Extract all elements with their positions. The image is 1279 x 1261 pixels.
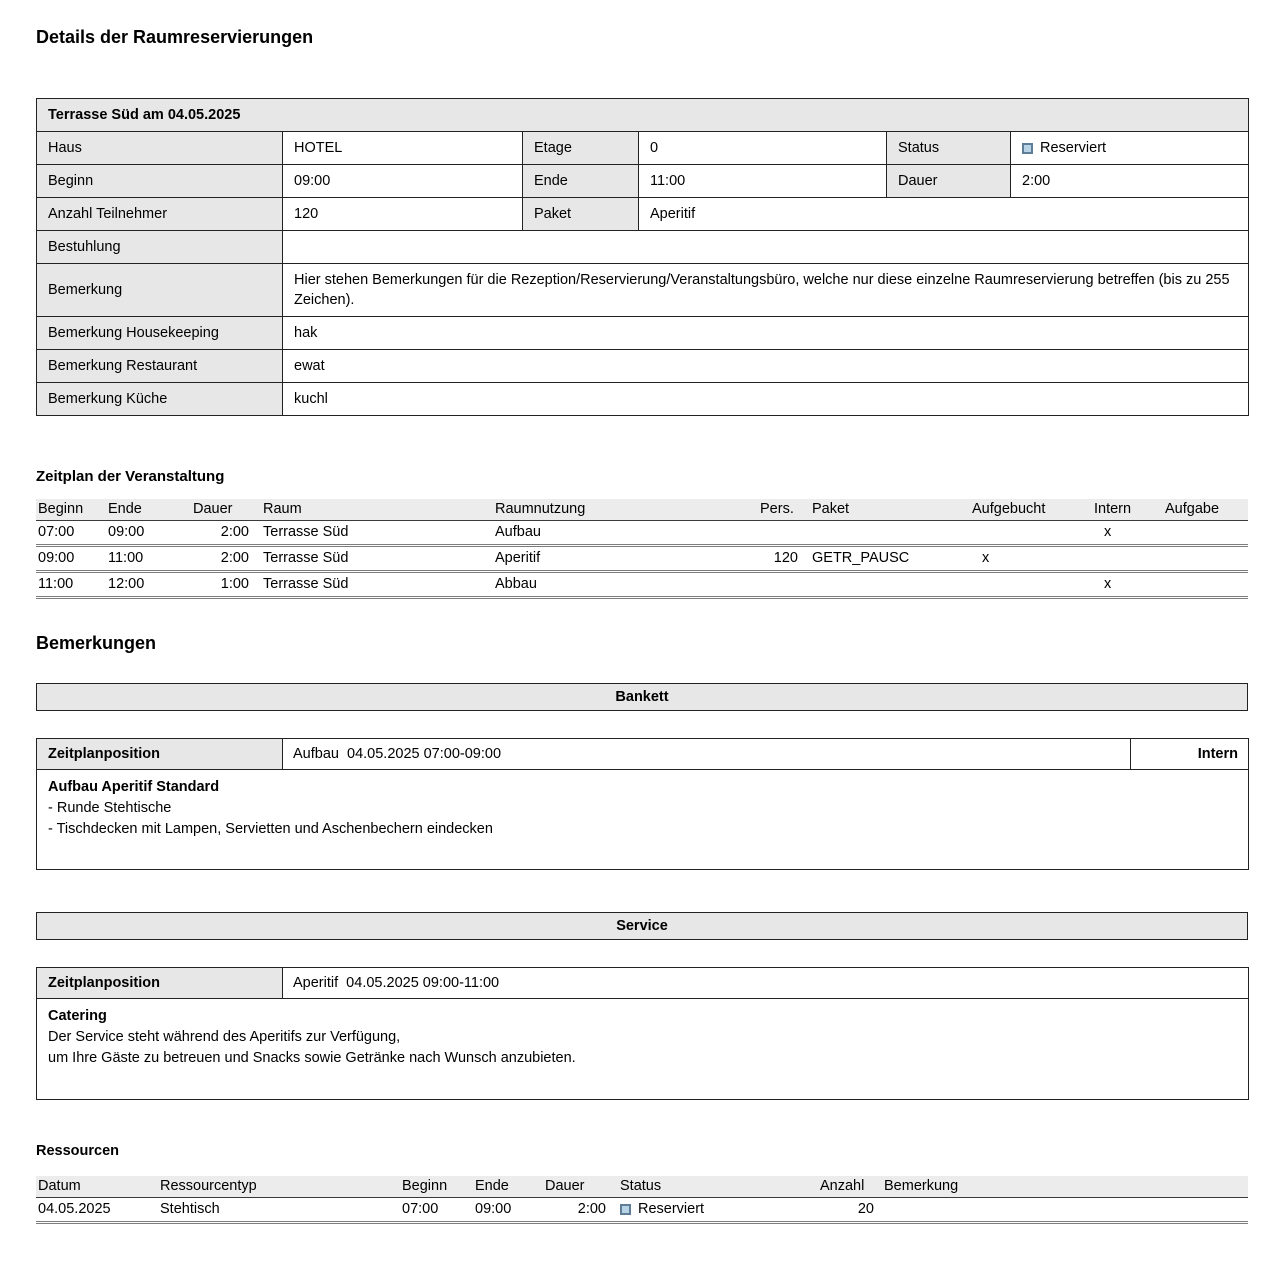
zeitplan-row [36, 521, 1248, 546]
bemerkung-kueche-label: Bemerkung Küche [37, 383, 283, 416]
bemerkung-value: Hier stehen Bemerkungen für die Rezeption/Reservierung/Veranstaltungsbüro, welche nur diese einzelne Raumreservierung betreffen (bis zu 255 Zeichen). [283, 264, 1249, 317]
note-line: um Ihre Gäste zu betreuen und Snacks sowie Getränke nach Wunsch anzubieten. [48, 1050, 576, 1066]
bemerkung-restaurant-label: Bemerkung Restaurant [37, 350, 283, 383]
teilnehmer-value: 120 [283, 198, 523, 231]
cell-beginn: 07:00 [400, 1198, 473, 1223]
zeitplan-heading: Zeitplan der Veranstaltung [36, 468, 225, 485]
table-row [37, 198, 1249, 231]
col-raum: Raum [251, 499, 493, 521]
bemerkung-restaurant-value: ewat [283, 350, 1249, 383]
cell-raum: Terrasse Süd [251, 572, 493, 598]
cell-status [608, 1198, 818, 1223]
cell-bemerkung [876, 1198, 1248, 1223]
col-ressourcentyp: Ressourcentyp [158, 1176, 400, 1198]
col-paket: Paket [800, 499, 970, 521]
cell-beginn: 11:00 [36, 572, 106, 598]
bemerkung-housekeeping-label: Bemerkung Housekeeping [37, 317, 283, 350]
table-row [37, 132, 1249, 165]
cell-intern: x [1092, 521, 1163, 546]
bankett-note-table [36, 738, 1249, 870]
department-bar-service: Service [36, 912, 1248, 940]
cell-anzahl: 20 [818, 1198, 876, 1223]
reservation-details-table [36, 98, 1249, 416]
cell-raumnutzung: Abbau [493, 572, 758, 598]
cell-beginn: 09:00 [36, 546, 106, 572]
note-title: Aufbau Aperitif Standard [48, 779, 220, 795]
zeitplanposition-row [37, 968, 1249, 999]
dauer-value: 2:00 [1011, 165, 1249, 198]
status-label: Status [887, 132, 1011, 165]
cell-intern: x [1092, 572, 1163, 598]
cell-ende: 11:00 [106, 546, 191, 572]
zeitplanposition-value: Aperitif 04.05.2025 09:00-11:00 [283, 968, 1249, 999]
col-dauer: Dauer [191, 499, 251, 521]
cell-paket [800, 521, 970, 546]
table-row [37, 383, 1249, 416]
intern-flag-label: Intern [1131, 739, 1249, 770]
col-beginn: Beginn [400, 1176, 473, 1198]
cell-aufgabe [1163, 546, 1248, 572]
col-datum: Datum [36, 1176, 158, 1198]
page-title: Details der Raumreservierungen [36, 27, 314, 47]
cell-aufgebucht [970, 572, 1092, 598]
paket-value: Aperitif [639, 198, 1249, 231]
bemerkungen-heading: Bemerkungen [36, 633, 157, 653]
cell-ende: 09:00 [473, 1198, 543, 1223]
cell-aufgebucht: x [970, 546, 1092, 572]
ressourcen-row [36, 1198, 1248, 1223]
status-value [1011, 132, 1249, 165]
reservation-table-title: Terrasse Süd am 04.05.2025 [37, 99, 1249, 132]
col-bemerkung: Bemerkung [876, 1176, 1248, 1198]
status-text: Reserviert [638, 1201, 705, 1217]
zeitplanposition-row [37, 739, 1249, 770]
etage-value: 0 [639, 132, 887, 165]
bemerkung-kueche-value: kuchl [283, 383, 1249, 416]
cell-ende: 12:00 [106, 572, 191, 598]
ressourcen-header-row [36, 1176, 1248, 1198]
cell-datum: 04.05.2025 [36, 1198, 158, 1223]
reservation-table-header-row [37, 99, 1249, 132]
haus-label: Haus [37, 132, 283, 165]
col-raumnutzung: Raumnutzung [493, 499, 758, 521]
col-intern: Intern [1092, 499, 1163, 521]
col-beginn: Beginn [36, 499, 106, 521]
note-body [37, 999, 1249, 1100]
table-row [37, 350, 1249, 383]
ressourcen-table [36, 1176, 1248, 1224]
zeitplan-table [36, 499, 1248, 599]
note-title: Catering [48, 1008, 107, 1024]
cell-dauer: 2:00 [191, 521, 251, 546]
col-anzahl: Anzahl [818, 1176, 876, 1198]
cell-pers [758, 572, 800, 598]
col-pers: Pers. [758, 499, 800, 521]
zeitplanposition-label: Zeitplanposition [37, 968, 283, 999]
col-dauer: Dauer [543, 1176, 608, 1198]
teilnehmer-label: Anzahl Teilnehmer [37, 198, 283, 231]
cell-aufgebucht [970, 521, 1092, 546]
table-row [37, 231, 1249, 264]
zeitplan-row [36, 546, 1248, 572]
col-aufgabe: Aufgabe [1163, 499, 1248, 521]
col-ende: Ende [473, 1176, 543, 1198]
department-bar-bankett: Bankett [36, 683, 1248, 711]
beginn-value: 09:00 [283, 165, 523, 198]
ressourcen-heading: Ressourcen [36, 1143, 120, 1159]
service-note-table [36, 967, 1249, 1100]
zeitplan-row [36, 572, 1248, 598]
note-body-row [37, 999, 1249, 1100]
zeitplan-header-row [36, 499, 1248, 521]
dauer-label: Dauer [887, 165, 1011, 198]
etage-label: Etage [523, 132, 639, 165]
cell-pers [758, 521, 800, 546]
col-aufgebucht: Aufgebucht [970, 499, 1092, 521]
ende-label: Ende [523, 165, 639, 198]
cell-aufgabe [1163, 572, 1248, 598]
bemerkung-housekeeping-value: hak [283, 317, 1249, 350]
cell-raum: Terrasse Süd [251, 546, 493, 572]
cell-pers: 120 [758, 546, 800, 572]
col-status: Status [608, 1176, 818, 1198]
status-text: Reserviert [1040, 140, 1107, 156]
zeitplanposition-label: Zeitplanposition [37, 739, 283, 770]
cell-ende: 09:00 [106, 521, 191, 546]
cell-aufgabe [1163, 521, 1248, 546]
cell-beginn: 07:00 [36, 521, 106, 546]
cell-dauer: 2:00 [191, 546, 251, 572]
cell-dauer: 1:00 [191, 572, 251, 598]
table-row [37, 317, 1249, 350]
cell-dauer: 2:00 [543, 1198, 608, 1223]
bestuhlung-label: Bestuhlung [37, 231, 283, 264]
table-row [37, 264, 1249, 317]
cell-raumnutzung: Aufbau [493, 521, 758, 546]
ende-value: 11:00 [639, 165, 887, 198]
cell-paket [800, 572, 970, 598]
cell-paket: GETR_PAUSC [800, 546, 970, 572]
bemerkung-label: Bemerkung [37, 264, 283, 317]
zeitplanposition-value: Aufbau 04.05.2025 07:00-09:00 [283, 739, 1131, 770]
note-line: Der Service steht während des Aperitifs zur Verfügung, [48, 1029, 401, 1045]
note-line: - Tischdecken mit Lampen, Servietten und Aschenbechern eindecken [48, 821, 493, 837]
col-ende: Ende [106, 499, 191, 521]
table-row [37, 165, 1249, 198]
cell-ressourcentyp: Stehtisch [158, 1198, 400, 1223]
note-body-row [37, 770, 1249, 870]
cell-intern [1092, 546, 1163, 572]
reserviert-status-icon [620, 1204, 631, 1215]
cell-raumnutzung: Aperitif [493, 546, 758, 572]
reserviert-status-icon [1022, 143, 1033, 154]
bestuhlung-value [283, 231, 1249, 264]
note-body [37, 770, 1249, 870]
cell-raum: Terrasse Süd [251, 521, 493, 546]
paket-label: Paket [523, 198, 639, 231]
note-line: - Runde Stehtische [48, 800, 172, 816]
beginn-label: Beginn [37, 165, 283, 198]
haus-value: HOTEL [283, 132, 523, 165]
